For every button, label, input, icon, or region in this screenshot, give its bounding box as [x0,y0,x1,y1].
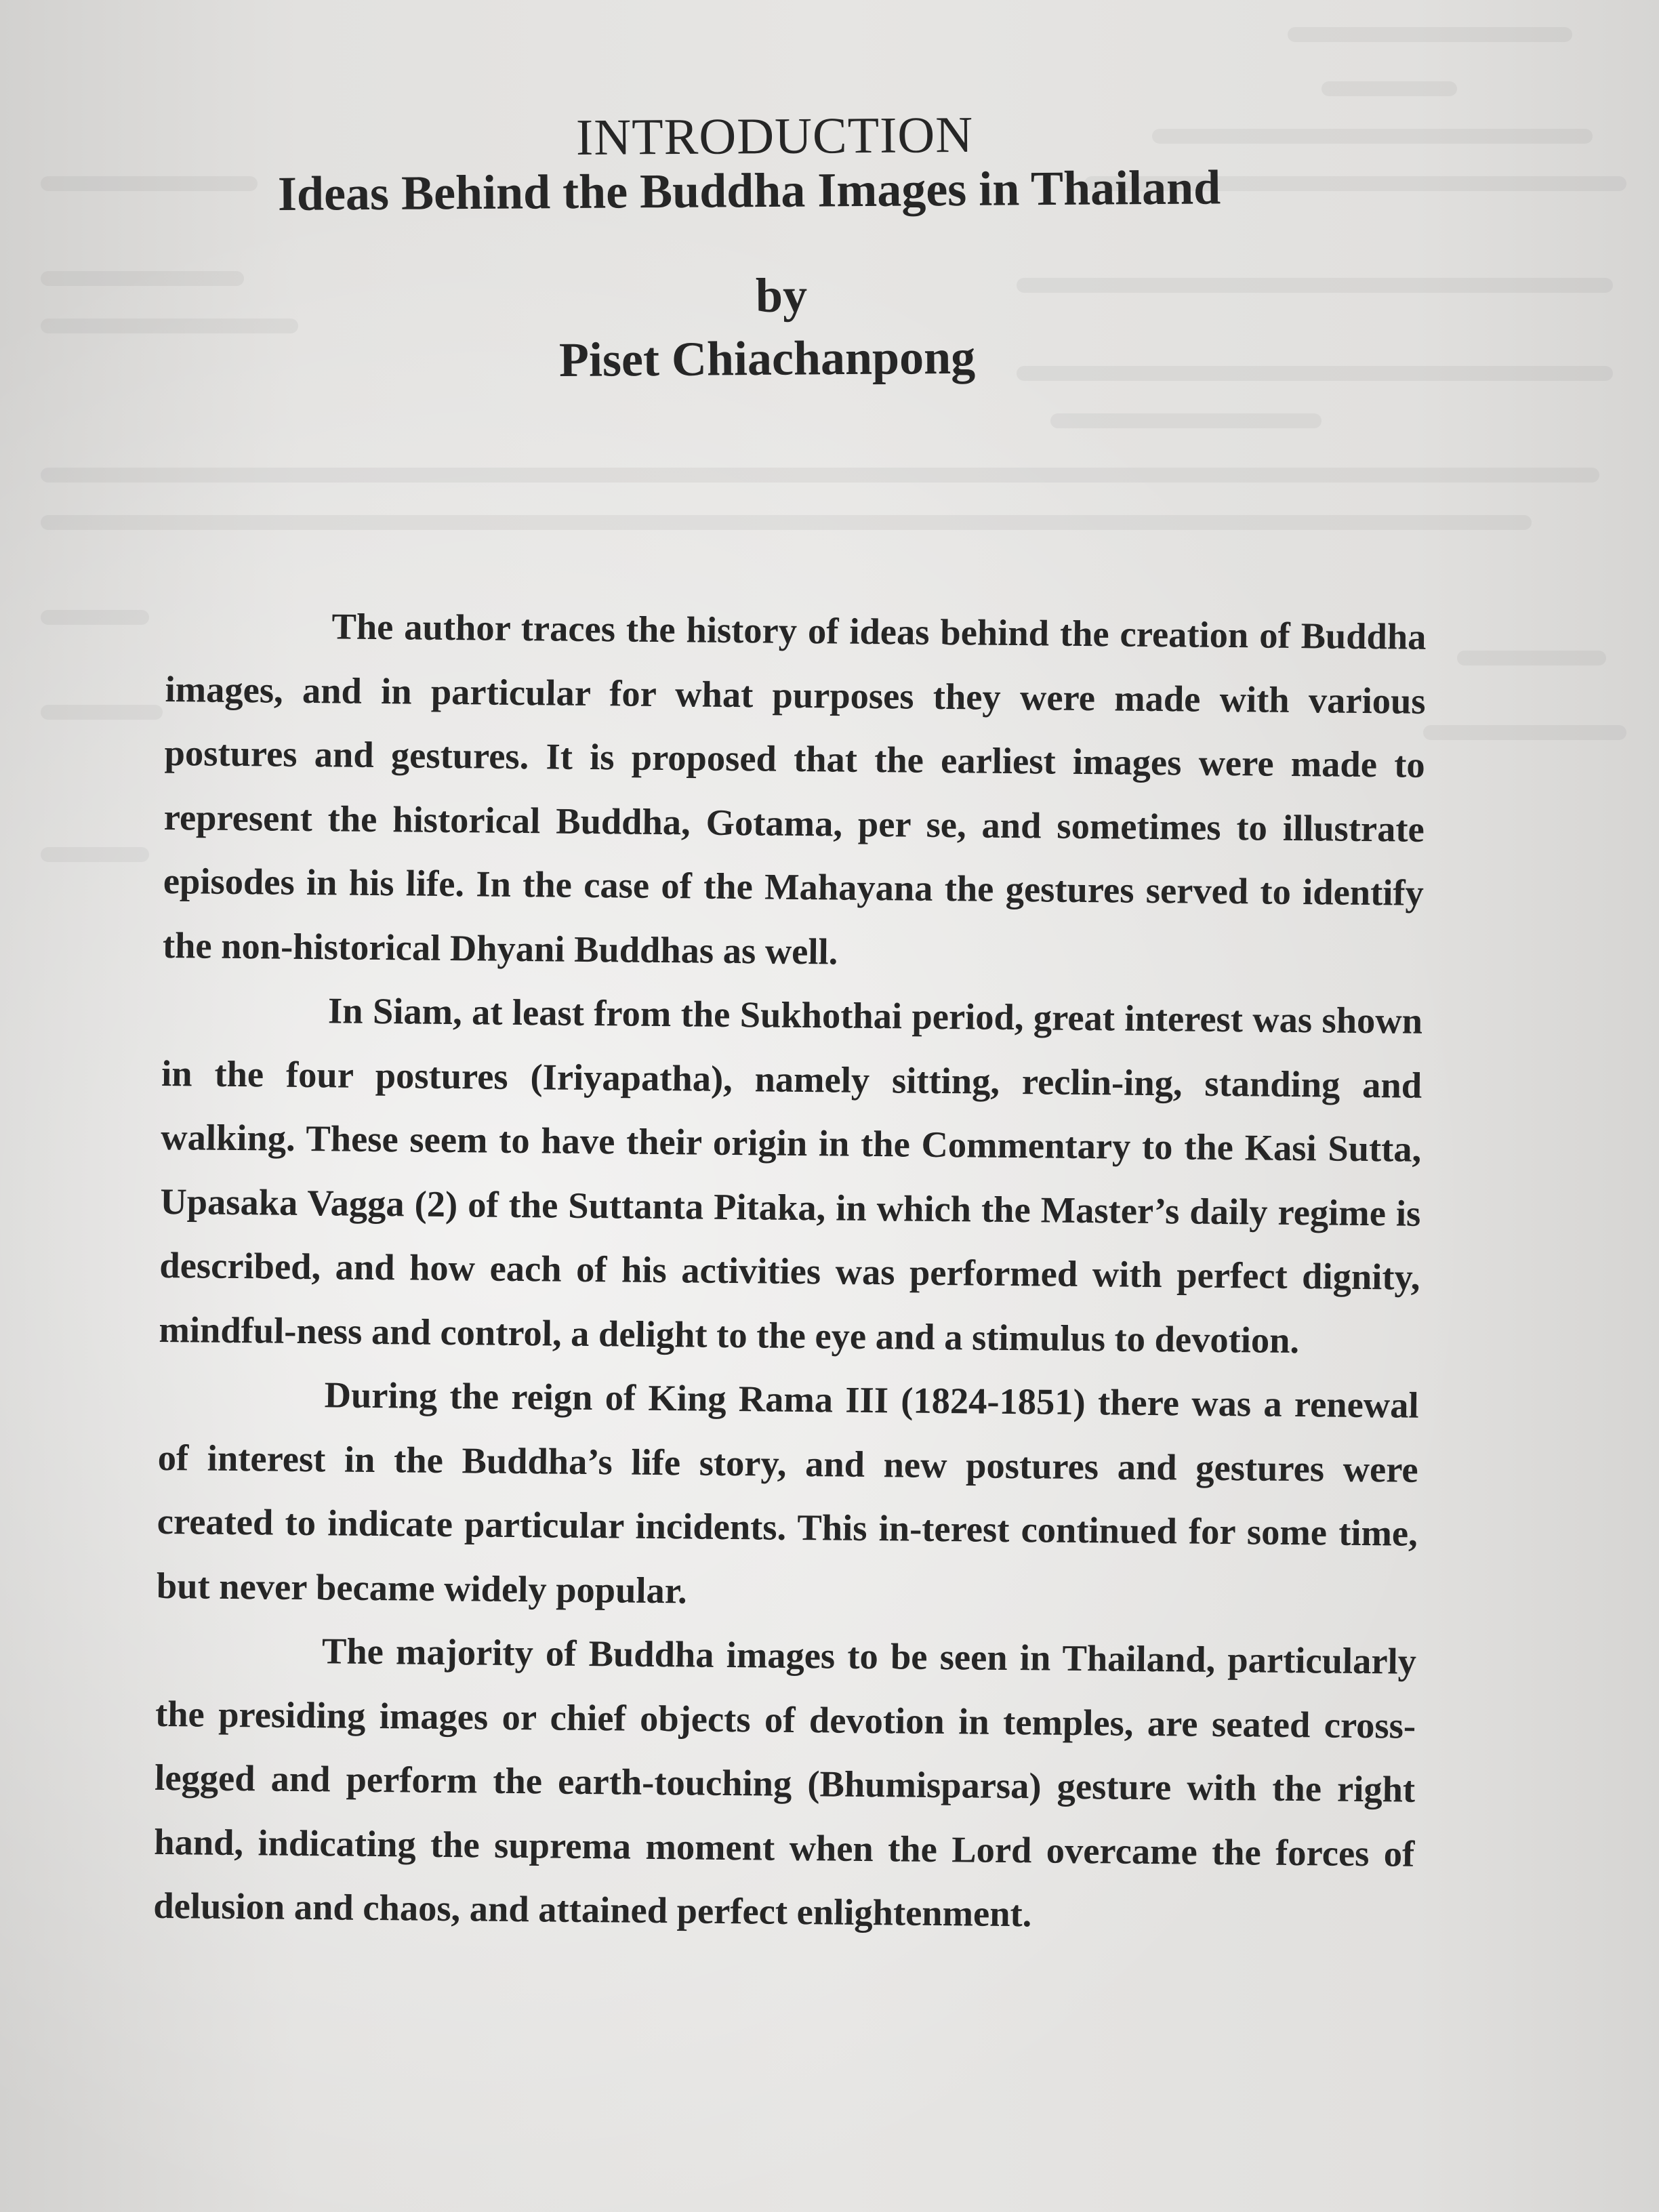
introduction-heading: INTRODUCTION [575,106,974,166]
article-title: Ideas Behind the Buddha Images in Thailand [277,160,1221,221]
paragraph-2: In Siam, at least from the Sukhothai period, great interest was shown in the four postures (Iriyapatha), namely sitting, reclin-ing, standing and walking. These seem to have their origin in the Commentary to the Kasi Sutta, Upasaka Vagga (2) of the Suttanta Pitaka, in which the Master’s daily regime is described, and how each of his activities was performed with perfect dignity, mindful-ness and control, a delight to the eye and a stimulus to devotion. [159,989,1423,1361]
paragraph-4: The majority of Buddha images to be seen in Thailand, particularly the presiding images or chief objects of devotion in temples, are seated cross-legged and perform the earth-touching (Bhumisparsa) gesture with the right hand, indicating the suprema moment when the Lord overcame the forces of delusion and chaos, and attained perfect enlightenment. [153,1630,1417,1935]
paragraph-3: During the reign of King Rama III (1824-1851) there was a renewal of interest in the Buddha’s life story, and new postures and gestures were created to indicate particular incidents. This in-terest continued for some time, but never became widely popular. [156,1374,1419,1611]
author-name: Piset Chiachanpong [558,329,976,387]
byline: by [755,268,808,323]
article-body [153,593,1427,1950]
paragraph-1: The author traces the history of ideas behind the creation of Buddha images, and in particular for what purposes they were made with various postures and gestures. It is proposed that the earliest images were made to represent the historical Buddha, Gotama, per se, and sometimes to illustrate episodes in his life. In the case of the Mahayana the gestures served to identify the non-historical Dhyani Buddhas as well. [162,605,1427,972]
